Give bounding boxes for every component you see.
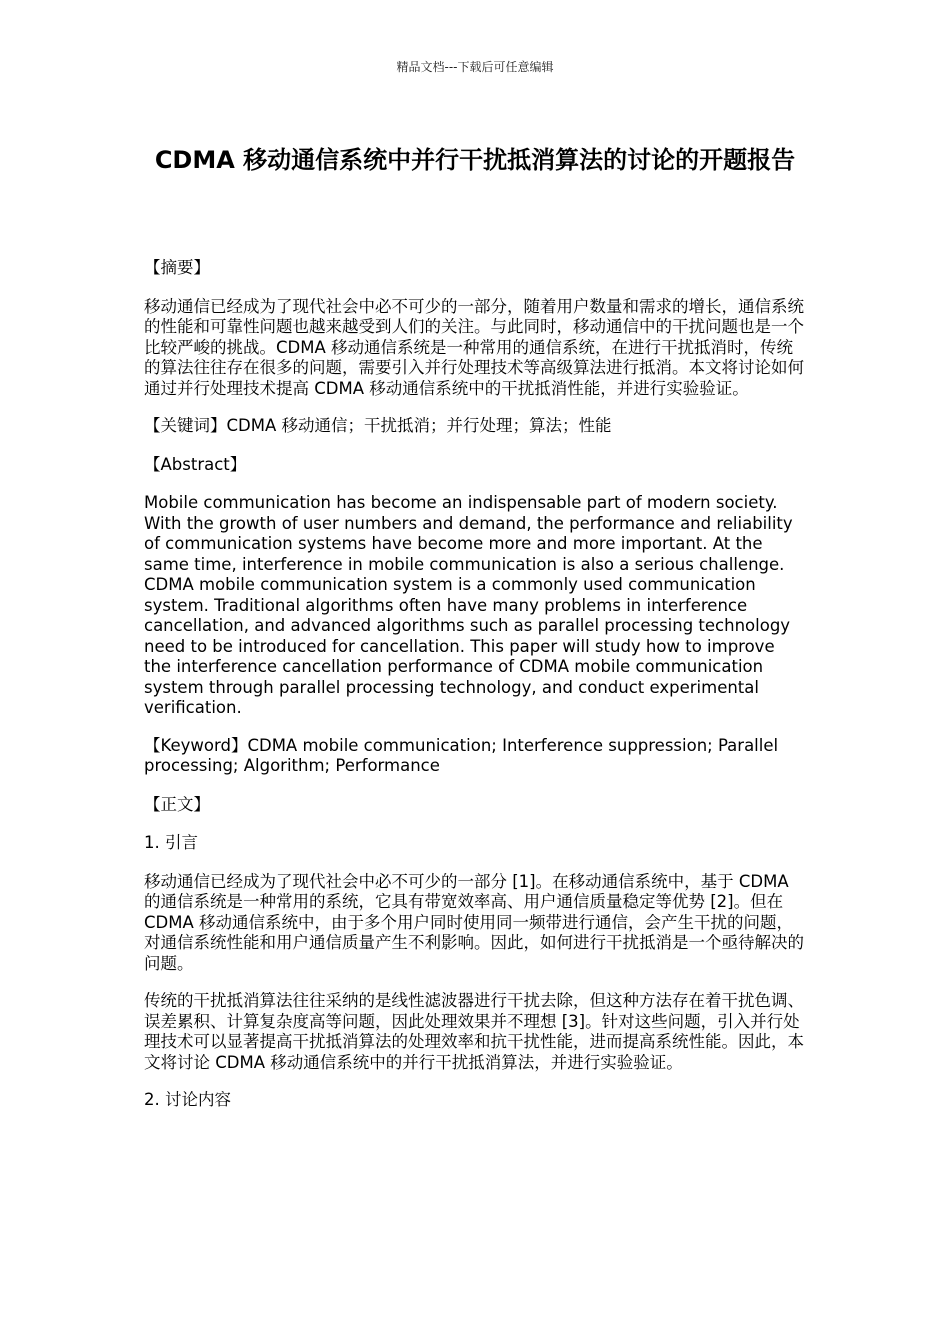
section-1-paragraph-1: 移动通信已经成为了现代社会中必不可少的一部分 [1]。在移动通信系统中，基于 CDMA 的通信系统是一种常用的系统，它具有带宽效率高、用户通信质量稳定等优势 [2]。但在 CDMA 移动通信系统中，由于多个用户同时使用同一频带进行通信，会产生干扰的问题，对通信系统性能和用户通信质量产生不利影响。因此，如何进行干扰抵消是一个亟待解决的问题。 [144, 871, 804, 973]
abstract-chinese: 移动通信已经成为了现代社会中必不可少的一部分，随着用户数量和需求的增长，通信系统的性能和可靠性问题也越来越受到人们的关注。与此同时，移动通信中的干扰问题也是一个比较严峻的挑战。CDMA 移动通信系统是一种常用的通信系统，在进行干扰抵消时，传统的算法往往存在很多的问题，需要引入并行处理技术等高级算法进行抵消。本文将讨论如何通过并行处理技术提高 CDMA 移动通信系统中的干扰抵消性能，并进行实验验证。 [144, 296, 804, 398]
section-2-heading: 2. 讨论内容 [144, 1090, 231, 1109]
document-title: CDMA 移动通信系统中并行干扰抵消算法的讨论的开题报告 [154, 146, 796, 174]
keywords-english: 【Keyword】CDMA mobile communication; Interference suppression; Parallel processing; Algorithm; Performance [144, 735, 779, 775]
abstract-english-heading: 【Abstract】 [144, 454, 247, 474]
header-note: 精品文档---下载后可任意编辑 [396, 60, 554, 74]
abstract-heading: 【摘要】 [144, 258, 210, 277]
section-1-paragraph-2: 传统的干扰抵消算法往往采纳的是线性滤波器进行干扰去除，但这种方法存在着干扰色调、误差累积、计算复杂度高等问题，因此处理效果并不理想 [3]。针对这些问题，引入并行处理技术可以显著提高干扰抵消算法的处理效率和抗干扰性能，进而提高系统性能。因此，本文将讨论 CDMA 移动通信系统中的并行干扰抵消算法，并进行实验验证。 [144, 991, 804, 1072]
body-heading: 【正文】 [144, 794, 210, 814]
document-body [144, 258, 806, 1129]
section-1-heading: 1. 引言 [144, 833, 198, 852]
abstract-english: Mobile communication has become an indispensable part of modern society. With the growth of user numbers and demand, the performance and reliability of communication systems have become more and more important. At the same time, interference in mobile communication is also a serious challenge. CDMA mobile communication system is a commonly used communication system. Traditional algorithms often have many problems in interference cancellation, and advanced algorithms such as parallel processing technology need to be introduced for cancellation. This paper will study how to improve the interference cancellation performance of CDMA mobile communication system through parallel processing technology, and conduct experimental verification. [144, 493, 793, 717]
keywords-chinese: 【关键词】CDMA 移动通信；干扰抵消；并行处理；算法；性能 [144, 416, 612, 435]
